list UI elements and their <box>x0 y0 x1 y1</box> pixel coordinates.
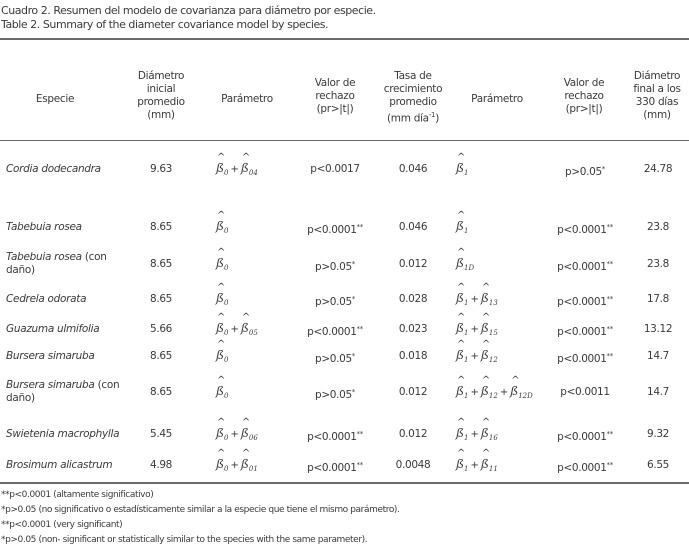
species-name: Swietenia macrophylla <box>6 428 120 440</box>
caption-english: Table 2. Summary of the diameter covariance model by species. <box>1 18 329 31</box>
beta-symbol: ^ $ß_{15}$ <box>480 312 498 337</box>
initial-diameter-value: 8.65 <box>150 350 172 362</box>
parameter-a-9: ^ $ß_0$ + ^ $ß_{01}$ <box>216 448 258 473</box>
beta-symbol: ^ $ß_0$ <box>216 375 229 400</box>
beta-symbol: ^ $ß_{12}$ <box>480 339 498 364</box>
header-species: Especie <box>35 93 75 105</box>
pvalue-2-value: p<0.0001** <box>557 223 613 236</box>
initial-diameter-value: 8.65 <box>150 293 172 305</box>
beta-symbol: ^ $ß_{01}$ <box>240 448 258 473</box>
beta-symbol: ^ $ß_1$ <box>456 312 469 337</box>
header-pvalue-1: Valor de rechazo (pr>|t|) <box>314 77 356 115</box>
pvalue-2-value: p<0.0001** <box>557 430 613 443</box>
final-diameter-value: 9.32 <box>647 428 669 440</box>
beta-symbol: ^ $ß_1$ <box>456 375 469 400</box>
growth-rate-value: 0.046 <box>398 221 428 233</box>
species-name: Cordia dodecandra <box>6 163 101 175</box>
final-diameter-value: 17.8 <box>647 293 669 305</box>
growth-rate-value: 0.046 <box>398 163 428 175</box>
beta-symbol: ^ $ß_0$ <box>216 312 229 337</box>
pvalue-2-value: p<0.0011 <box>560 386 610 398</box>
pvalue-2-value: p<0.0001** <box>557 325 613 338</box>
pvalue-2-value: p>0.05* <box>565 165 605 178</box>
species-name: Bursera simaruba (con daño) <box>6 379 120 404</box>
final-diameter-value: 14.7 <box>647 350 669 362</box>
beta-symbol: ^ $ß_1$ <box>456 282 469 307</box>
beta-symbol: ^ $ß_1$ <box>456 152 469 177</box>
species-name: Bursera simaruba <box>6 350 95 362</box>
pvalue-1-value: p<0.0017 <box>310 163 360 175</box>
parameter-a-2 <box>216 210 229 235</box>
header-rule <box>0 140 689 141</box>
parameter-b-7: ^ $ß_1$ + ^ $ß_{12}$ + ^ $ß_{12D}$ <box>456 375 533 400</box>
beta-symbol: ^ $ß_0$ <box>216 210 229 235</box>
beta-symbol: ^ $ß_0$ <box>216 247 229 272</box>
pvalue-1-value: p<0.0001** <box>307 461 363 474</box>
pvalue-1-value: p>0.05* <box>315 295 355 308</box>
pvalue-2-value: p<0.0001** <box>557 352 613 365</box>
species-name: Brosimum alicastrum <box>6 459 113 471</box>
header-param-1: Parámetro <box>221 93 273 105</box>
header-growth: Tasa de crecimiento promedio (mm día$^{-1}$) <box>383 70 443 125</box>
bottom-rule <box>0 482 689 484</box>
growth-rate-value: 0.012 <box>398 258 428 270</box>
parameter-a-4 <box>216 282 229 307</box>
header-final-diameter: Diámetro final a los 330 días (mm) <box>633 70 681 121</box>
beta-symbol: ^ $ß_1$ <box>456 210 469 235</box>
initial-diameter-value: 9.63 <box>150 163 172 175</box>
beta-symbol: ^ $ß_{05}$ <box>240 312 258 337</box>
initial-diameter-value: 8.65 <box>150 258 172 270</box>
final-diameter-value: 14.7 <box>647 386 669 398</box>
parameter-b-5: ^ $ß_1$ + ^ $ß_{15}$ <box>456 312 498 337</box>
initial-diameter-value: 8.65 <box>150 386 172 398</box>
footnote-4: *p>0.05 (non- significant or statistically similar to the species with the same parameter). <box>1 535 368 545</box>
beta-symbol: ^ $ß_1$ <box>456 448 469 473</box>
header-param-2: Parámetro <box>471 93 523 105</box>
final-diameter-value: 24.78 <box>643 163 673 175</box>
parameter-a-1: ^ $ß_0$ + ^ $ß_{04}$ <box>216 152 258 177</box>
parameter-a-6 <box>216 339 229 364</box>
species-name: Guazuma ulmifolia <box>6 323 100 335</box>
header-pvalue-2: Valor de rechazo (pr>|t|) <box>563 77 605 115</box>
pvalue-1-value: p<0.0001** <box>307 325 363 338</box>
parameter-a-3 <box>216 247 229 272</box>
pvalue-1-value: p<0.0001** <box>307 223 363 236</box>
species-name: Cedrela odorata <box>6 293 87 305</box>
initial-diameter-value: 5.45 <box>150 428 172 440</box>
final-diameter-value: 13.12 <box>643 323 673 335</box>
growth-rate-value: 0.0048 <box>395 459 431 471</box>
caption-spanish: Cuadro 2. Resumen del modelo de covarianza para diámetro por especie. <box>1 4 376 17</box>
pvalue-2-value: p<0.0001** <box>557 260 613 273</box>
beta-symbol: ^ $ß_0$ <box>216 339 229 364</box>
parameter-b-1 <box>456 152 469 177</box>
beta-symbol: ^ $ß_{12D}$ <box>510 375 533 400</box>
final-diameter-value: 23.8 <box>647 258 669 270</box>
pvalue-1-value: p>0.05* <box>315 260 355 273</box>
beta-symbol: ^ $ß_{16}$ <box>480 417 498 442</box>
growth-rate-value: 0.023 <box>398 323 428 335</box>
parameter-b-9: ^ $ß_1$ + ^ $ß_{11}$ <box>456 448 498 473</box>
pvalue-1-value: p>0.05* <box>315 352 355 365</box>
beta-symbol: ^ $ß_0$ <box>216 282 229 307</box>
beta-symbol: ^ $ß_{12}$ <box>480 375 498 400</box>
top-rule <box>0 38 689 40</box>
beta-symbol: ^ $ß_{04}$ <box>240 152 258 177</box>
initial-diameter-value: 4.98 <box>150 459 172 471</box>
beta-symbol: ^ $ß_{11}$ <box>480 448 498 473</box>
beta-symbol: ^ $ß_{06}$ <box>240 417 258 442</box>
footnote-2: *p>0.05 (no significativo o estadísticamente similar a la especie que tiene el mismo parámetro). <box>1 505 400 515</box>
parameter-b-3 <box>456 247 475 272</box>
parameter-a-5: ^ $ß_0$ + ^ $ß_{05}$ <box>216 312 258 337</box>
pvalue-2-value: p<0.0001** <box>557 461 613 474</box>
parameter-b-6: ^ $ß_1$ + ^ $ß_{12}$ <box>456 339 498 364</box>
parameter-b-4: ^ $ß_1$ + ^ $ß_{13}$ <box>456 282 498 307</box>
beta-symbol: ^ $ß_{13}$ <box>480 282 498 307</box>
pvalue-2-value: p<0.0001** <box>557 295 613 308</box>
parameter-a-7 <box>216 375 229 400</box>
header-initial-diameter: Diámetro inicial promedio (mm) <box>137 70 185 121</box>
initial-diameter-value: 8.65 <box>150 221 172 233</box>
growth-rate-value: 0.012 <box>398 428 428 440</box>
pvalue-1-value: p<0.0001** <box>307 430 363 443</box>
final-diameter-value: 6.55 <box>647 459 669 471</box>
pvalue-1-value: p>0.05* <box>315 388 355 401</box>
final-diameter-value: 23.8 <box>647 221 669 233</box>
beta-symbol: ^ $ß_{1D}$ <box>456 247 475 272</box>
initial-diameter-value: 5.66 <box>150 323 172 335</box>
beta-symbol: ^ $ß_0$ <box>216 448 229 473</box>
growth-rate-value: 0.012 <box>398 386 428 398</box>
growth-rate-value: 0.028 <box>398 293 428 305</box>
beta-symbol: ^ $ß_1$ <box>456 339 469 364</box>
footnote-3: **p<0.0001 (very significant) <box>1 520 123 530</box>
beta-symbol: ^ $ß_0$ <box>216 152 229 177</box>
species-name: Tabebuia rosea (con daño) <box>6 251 107 276</box>
footnote-1: **p<0.0001 (altamente significativo) <box>1 490 154 500</box>
parameter-b-2 <box>456 210 469 235</box>
growth-rate-value: 0.018 <box>398 350 428 362</box>
species-name: Tabebuia rosea <box>6 221 82 233</box>
parameter-a-8: ^ $ß_0$ + ^ $ß_{06}$ <box>216 417 258 442</box>
parameter-b-8: ^ $ß_1$ + ^ $ß_{16}$ <box>456 417 498 442</box>
beta-symbol: ^ $ß_0$ <box>216 417 229 442</box>
beta-symbol: ^ $ß_1$ <box>456 417 469 442</box>
